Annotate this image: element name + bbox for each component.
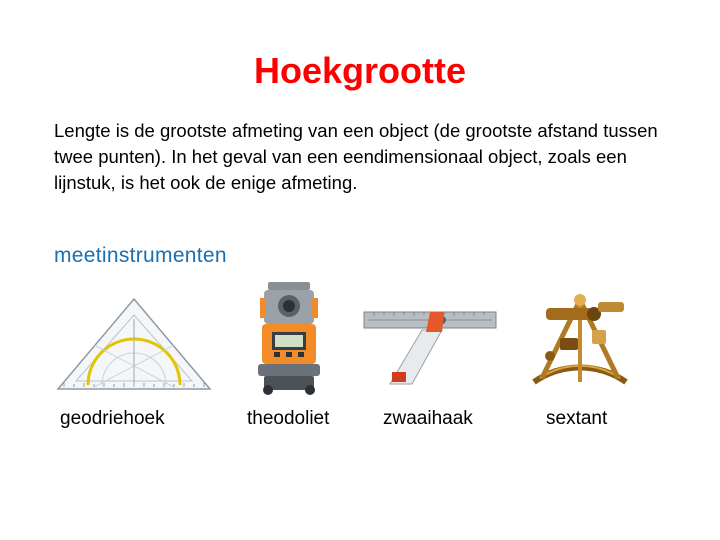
defined-term: Lengte	[54, 120, 111, 141]
set-square-icon	[54, 295, 214, 395]
caption-zwaaihaak: zwaaihaak	[383, 408, 473, 429]
definition-text: is de grootste afmeting van een object (de grootste afstand tussen twee punten). In het geval van een eendimensionaal object, zoals een lijnstuk, is het ook de enige afmeting.	[54, 120, 658, 193]
sextant-icon	[520, 286, 640, 398]
caption-geodriehoek: geodriehoek	[60, 408, 165, 429]
theodolite-icon	[254, 282, 324, 398]
caption-theodoliet: theodoliet	[247, 408, 330, 429]
section-subheading: meetinstrumenten	[54, 244, 227, 267]
sliding-bevel-icon	[360, 290, 500, 394]
definition-paragraph	[54, 118, 674, 196]
caption-sextant: sextant	[546, 408, 608, 429]
slide-title: Hoekgrootte	[253, 50, 466, 91]
